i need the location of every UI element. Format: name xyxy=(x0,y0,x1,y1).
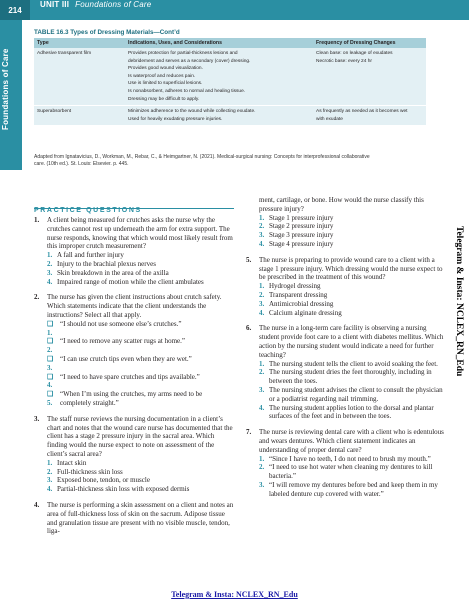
cell-line: Dressing may be difficult to apply. xyxy=(128,96,200,102)
question-stem xyxy=(246,256,444,282)
option-text: The nursing student applies lotion to the dorsal and plantar surfaces of the feet and in between the toes. xyxy=(269,403,434,421)
option-text: A fall and further injury xyxy=(57,251,124,260)
answer-option[interactable] xyxy=(246,282,444,291)
bottom-watermark xyxy=(0,584,469,600)
question-stem xyxy=(34,501,234,536)
option-number: 1. xyxy=(259,282,265,291)
running-head xyxy=(40,0,151,20)
cell-line: Provides protection for partial-thickness lesions and xyxy=(128,51,238,56)
side-watermark xyxy=(448,226,464,476)
answer-option[interactable] xyxy=(34,278,234,287)
column-header: Type xyxy=(37,40,49,46)
answer-option[interactable] xyxy=(34,485,234,494)
bottom-watermark-link[interactable]: Telegram & Insta: NCLEX_RN_Edu xyxy=(171,590,298,599)
question xyxy=(34,501,234,536)
option-text: Full-thickness skin loss xyxy=(57,467,123,476)
option-number: ❑ 5. xyxy=(47,390,54,407)
answer-option[interactable] xyxy=(246,368,444,386)
question xyxy=(246,256,444,318)
question-number: 5. xyxy=(246,255,252,264)
table-source xyxy=(34,154,434,168)
option-number: ❑ 1. xyxy=(47,319,54,337)
right-column xyxy=(246,196,444,506)
answer-option[interactable] xyxy=(246,309,444,318)
cell-line: Necrotic base: every 24 hr xyxy=(316,58,372,64)
option-number: 4. xyxy=(259,403,265,412)
answer-option[interactable] xyxy=(246,222,444,231)
option-text: Partial-thickness skin loss with exposed dermis xyxy=(57,485,190,494)
option-number: 3. xyxy=(259,385,265,394)
question-number: 6. xyxy=(246,324,252,333)
table-caption: TABLE 16.3 Types of Dressing Materials—Cont’d xyxy=(34,29,180,36)
option-text: “When I’m using the crutches, my arms need to be completely straight.” xyxy=(60,390,203,407)
cell-line: debridement and serves as a secondary (cover) dressing. xyxy=(128,58,251,64)
question xyxy=(34,216,234,286)
question-number: 2. xyxy=(34,293,40,302)
question-stem xyxy=(246,428,444,454)
unit-title: Foundations of Care xyxy=(75,0,152,9)
answer-option[interactable] xyxy=(246,360,444,369)
option-number: 4. xyxy=(47,485,53,494)
cell-line: Clean base: on leakage of exudates xyxy=(316,51,393,56)
answer-option[interactable] xyxy=(246,481,444,499)
option-number: 2. xyxy=(259,290,265,299)
option-text: “I need to have spare crutches and tips available.” xyxy=(60,372,200,381)
cell-line: Minimizes adherence to the wound while collecting exudate. xyxy=(128,109,256,115)
answer-option[interactable] xyxy=(34,251,234,260)
question-number: 7. xyxy=(246,428,252,437)
answer-option[interactable] xyxy=(246,291,444,300)
cell-line: Provides good wound visualization. xyxy=(128,66,203,72)
question-stem xyxy=(34,415,234,459)
option-number: 2. xyxy=(259,368,265,377)
option-text: The nursing student dries the feet thoroughly, including in between the toes. xyxy=(269,368,432,386)
table-row xyxy=(34,48,426,105)
left-column xyxy=(34,216,234,543)
option-text: Stage 2 pressure injury xyxy=(269,222,334,231)
option-text: “I can use crutch tips even when they are wet.” xyxy=(60,354,192,363)
table-row xyxy=(34,105,426,125)
question-continuation xyxy=(246,196,444,249)
answer-checkbox-option[interactable] xyxy=(34,337,234,355)
answer-option[interactable] xyxy=(34,260,234,269)
answer-option[interactable] xyxy=(246,404,444,422)
option-number: ❑ 2. xyxy=(47,337,54,355)
side-tab xyxy=(0,20,22,170)
cell-line: As frequently as needed as it becomes wet xyxy=(316,109,408,115)
option-number: 4. xyxy=(47,277,53,286)
answer-option[interactable] xyxy=(246,231,444,240)
answer-option[interactable] xyxy=(246,300,444,309)
question-stem xyxy=(34,216,234,251)
option-number: 2. xyxy=(259,463,265,472)
cell-line: Use is limited to superficial lesions. xyxy=(128,81,203,87)
cell-line: Used for heavily exudating pressure injuries. xyxy=(128,116,223,122)
answer-checkbox-option[interactable] xyxy=(34,373,234,391)
option-text: Transparent dressing xyxy=(269,290,328,299)
question-text: The nurse is performing a skin assessment on a client and notes an area of full-thickness loss of skin on the sacrum. Adipose tissue and granulation tissue are present with no visible muscle, tendon, liga- xyxy=(47,500,234,536)
cell-line: Is waterproof and reduces pain. xyxy=(128,73,196,79)
source-line: care. (10th ed.). St. Louis: Elsevier. p. 445. xyxy=(34,161,129,167)
option-number: 3. xyxy=(259,480,265,489)
side-watermark-text: Telegram & Insta: NCLEX_RN_Edu xyxy=(454,226,464,377)
option-number: ❑ 4. xyxy=(47,372,54,390)
answer-checkbox-option[interactable] xyxy=(34,320,234,338)
answer-option[interactable] xyxy=(34,269,234,278)
question-number-spacer xyxy=(246,196,259,214)
table-cell-type: Superabsorbent xyxy=(37,109,72,115)
question-number: 3. xyxy=(34,414,40,423)
table-cell-indications xyxy=(126,108,314,123)
question-text: The nurse has given the client instructions about crutch safety. Which statements indicate that the client understands the instructions? Select all that apply. xyxy=(47,293,222,319)
question-number: 4. xyxy=(34,500,40,509)
question-text: A client being measured for crutches asks the nurse why the crutches cannot rest up underneath the arm for extra support. The nurse responds, knowing that which would most likely result from this improper crutch measurement? xyxy=(47,216,233,251)
cell-line: with exudate xyxy=(316,116,343,122)
option-text: Injury to the brachial plexus nerves xyxy=(57,259,156,268)
answer-option[interactable] xyxy=(246,455,444,464)
option-text: “I should not use someone else’s crutches.” xyxy=(60,319,182,328)
option-number: 1. xyxy=(47,458,53,467)
question-number: 1. xyxy=(34,216,40,224)
option-number: ❑ 3. xyxy=(47,354,54,372)
option-text: Intact skin xyxy=(57,458,87,467)
question-stem xyxy=(34,293,234,319)
option-number: 1. xyxy=(259,359,265,368)
option-text: Stage 4 pressure injury xyxy=(269,239,334,248)
option-text: “I need to remove any scatter rugs at home.” xyxy=(60,337,185,346)
answer-option[interactable] xyxy=(246,386,444,404)
option-text: Exposed bone, tendon, or muscle xyxy=(57,476,150,485)
question xyxy=(34,415,234,494)
question-text: The nurse in a long-term care facility is observing a nursing student provide foot care to a client with diabetes mellitus. Which action by the nursing student would indicate a need for further teaching? xyxy=(259,324,444,359)
option-number: 1. xyxy=(47,251,53,260)
question-stem xyxy=(246,196,444,214)
option-text: The nursing student advises the client to consult the physician or a podiatrist regarding nail trimming. xyxy=(269,385,443,403)
table-cell-frequency xyxy=(314,108,426,123)
question xyxy=(34,293,234,407)
practice-questions-title: PRACTICE QUESTIONS xyxy=(34,207,142,214)
question-text: The staff nurse reviews the nursing documentation in a client’s chart and notes that the wound care nurse has documented that the client has a stage 2 pressure injury in the sacral area. Which finding would the nurse expect to note on assessment of the client’s sacral area? xyxy=(47,414,233,458)
answer-option[interactable] xyxy=(246,463,444,481)
option-text: Antimicrobial dressing xyxy=(269,299,334,308)
option-number: 1. xyxy=(259,454,265,463)
option-text: The nursing student tells the client to avoid soaking the feet. xyxy=(269,359,438,368)
answer-option[interactable] xyxy=(34,468,234,477)
dressing-table xyxy=(34,38,426,125)
source-line: Adapted from Ignatavicius, D., Workman, M., Rebar, C., & Heimgartner, N. (2021). Medical-surgical nursing: Concepts for interprofessional collaborative xyxy=(34,154,370,160)
option-text: Stage 3 pressure injury xyxy=(269,231,334,240)
option-text: “I need to use hot water when cleaning my dentures to kill bacteria.” xyxy=(269,463,433,481)
cell-line: Is nonabsorbent, adheres to normal and healing tissue. xyxy=(128,88,246,94)
option-text: Stage 1 pressure injury xyxy=(269,213,334,222)
option-text: Skin breakdown in the area of the axilla xyxy=(57,268,169,277)
question xyxy=(246,428,444,498)
option-number: 2. xyxy=(259,222,265,231)
question-text-continued: ment, cartilage, or bone. How would the nurse classify this pressure injury? xyxy=(259,196,424,213)
option-number: 2. xyxy=(47,467,53,476)
option-number: 3. xyxy=(47,268,53,277)
question-text: The nurse is reviewing dental care with a client who is edentulous and wears dentures. Which client statement indicates an understanding of proper dental care? xyxy=(259,428,444,454)
option-text: “Since I have no teeth, I do not need to brush my mouth.” xyxy=(269,454,431,463)
option-text: Hydrogel dressing xyxy=(269,282,321,291)
option-number: 1. xyxy=(259,213,265,222)
option-number: 4. xyxy=(259,239,265,248)
question xyxy=(246,324,444,421)
option-number: 4. xyxy=(259,308,265,317)
answer-option[interactable] xyxy=(34,476,234,485)
table-cell-type: Adhesive transparent film xyxy=(37,51,92,56)
question-stem xyxy=(246,324,444,359)
answer-option[interactable] xyxy=(246,240,444,249)
side-tab-label: Foundations of Care xyxy=(1,48,10,130)
option-number: 3. xyxy=(259,231,265,240)
option-text: Calcium alginate dressing xyxy=(269,308,342,317)
table-cell-frequency xyxy=(314,50,426,103)
option-text: “I will remove my dentures before bed and keep them in my labeled denture cup covered with water.” xyxy=(269,480,438,498)
option-number: 3. xyxy=(47,476,53,485)
table-cell-indications xyxy=(126,50,314,103)
unit-label: UNIT III xyxy=(40,0,70,9)
practice-questions-header xyxy=(34,199,234,214)
answer-checkbox-option[interactable] xyxy=(34,355,234,373)
option-number: 2. xyxy=(47,259,53,268)
answer-checkbox-option[interactable] xyxy=(34,390,234,408)
column-header: Frequency of Dressing Changes xyxy=(316,40,396,46)
table-header-row xyxy=(34,38,426,48)
answer-option[interactable] xyxy=(246,214,444,223)
column-header: Indications, Uses, and Considerations xyxy=(128,40,222,46)
option-text: Impaired range of motion while the client ambulates xyxy=(57,277,204,286)
answer-option[interactable] xyxy=(34,459,234,468)
question-text: The nurse is preparing to provide wound care to a client with a stage 1 pressure injury. Which dressing would the nurse expect to be prescribed in the treatment of this wound? xyxy=(259,255,443,282)
option-number: 3. xyxy=(259,299,265,308)
page-number: 214 xyxy=(0,0,30,20)
